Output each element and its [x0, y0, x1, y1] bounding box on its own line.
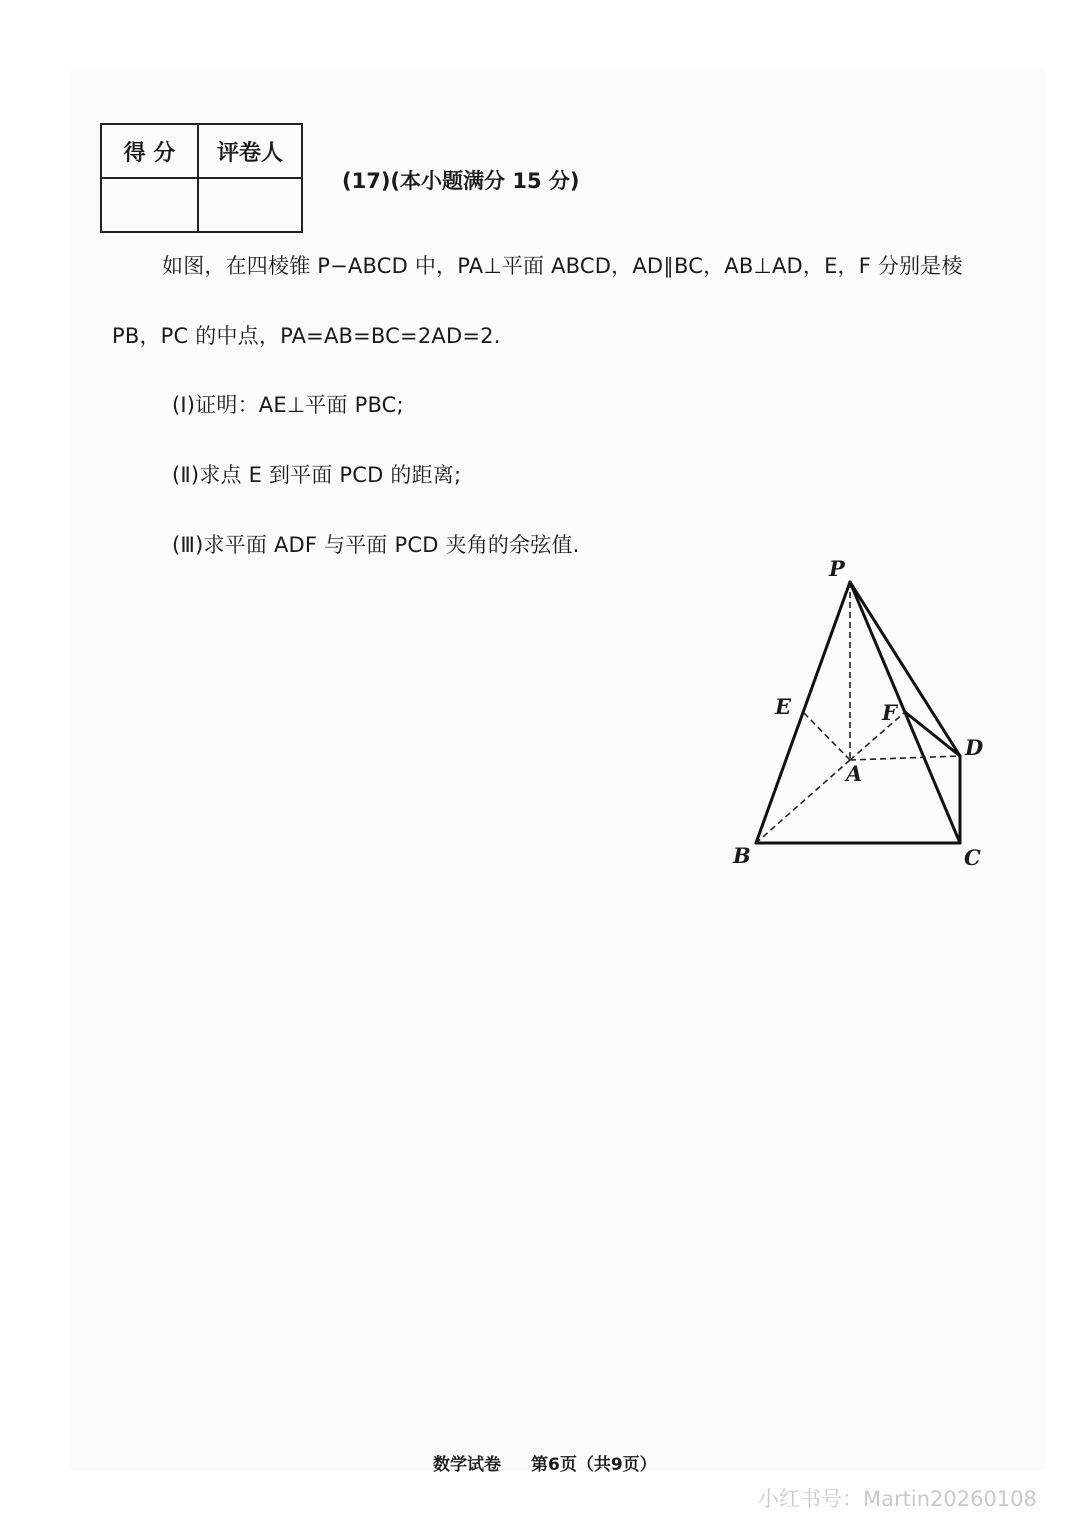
- pyramid-diagram: [720, 550, 1010, 890]
- page-footer: [433, 1450, 657, 1475]
- label-B: B: [733, 843, 751, 868]
- footer-page-number: 第6页（共9页）: [531, 1455, 657, 1475]
- question-part-1: (Ⅰ)证明：AE⊥平面 PBC;: [172, 393, 404, 417]
- edge-PB: [756, 582, 850, 843]
- edge-PD: [850, 582, 960, 756]
- grader-cell: [198, 178, 302, 232]
- watermark: 小红书号：Martin20260108: [758, 1487, 1037, 1511]
- grader-header: 评卷人: [198, 124, 302, 178]
- score-table: [100, 123, 303, 233]
- label-F: F: [882, 700, 897, 725]
- label-P: P: [829, 556, 845, 581]
- footer-subject: 数学试卷: [433, 1455, 501, 1475]
- question-part-3: (Ⅲ)求平面 ADF 与平面 PCD 夹角的余弦值.: [172, 533, 580, 557]
- segment-AE: [803, 712, 850, 760]
- question-header: (17)(本小题满分 15 分): [342, 169, 580, 193]
- score-header: 得 分: [101, 124, 198, 178]
- question-stem-line1: 如图，在四棱锥 P−ABCD 中，PA⊥平面 ABCD，AD∥BC，AB⊥AD，E，F 分别是棱: [162, 254, 963, 278]
- edge-AD: [850, 756, 960, 760]
- label-A: A: [846, 761, 863, 786]
- score-cell: [101, 178, 198, 232]
- label-E: E: [775, 694, 792, 719]
- pyramid-figure: [720, 550, 1010, 890]
- label-D: D: [965, 735, 984, 760]
- label-C: C: [964, 845, 981, 870]
- question-stem-line2: PB，PC 的中点，PA=AB=BC=2AD=2.: [112, 324, 501, 348]
- question-part-2: (Ⅱ)求点 E 到平面 PCD 的距离;: [172, 463, 462, 487]
